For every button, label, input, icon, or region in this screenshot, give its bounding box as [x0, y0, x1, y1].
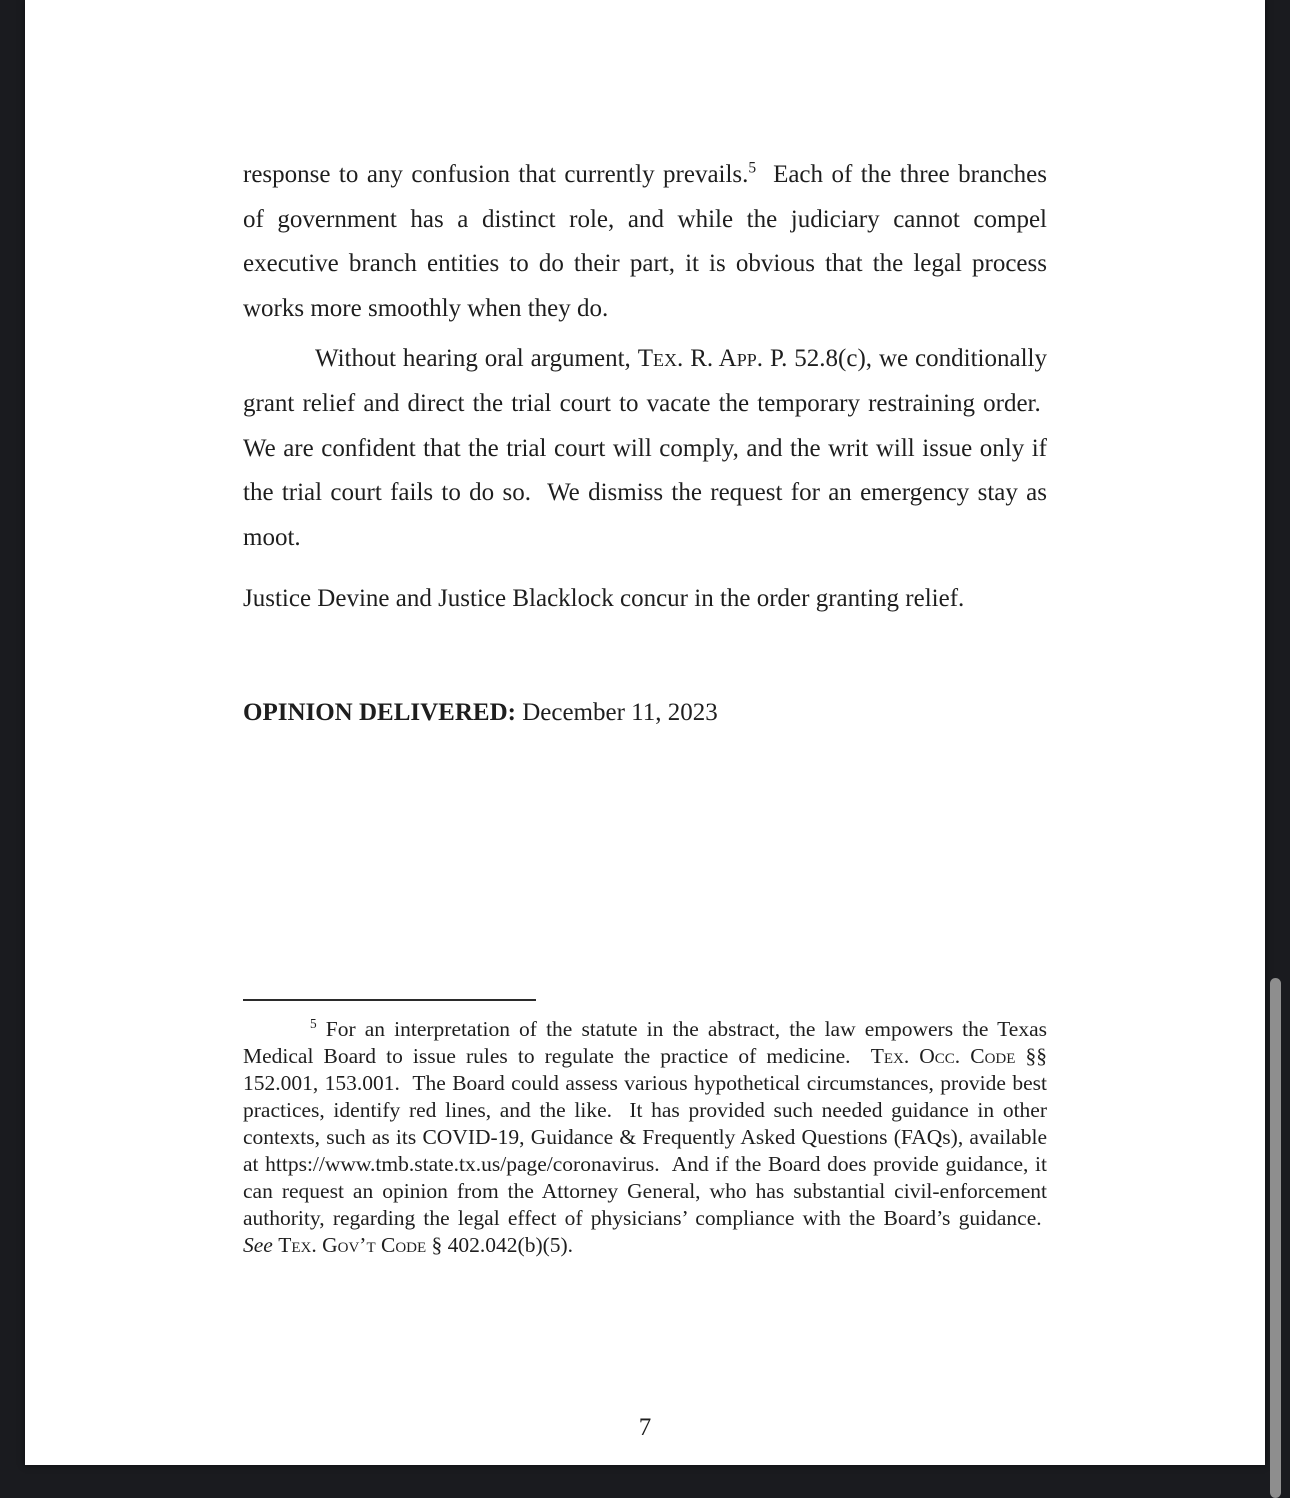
- opinion-delivered-line: OPINION DELIVERED: December 11, 2023: [243, 698, 718, 726]
- body-paragraph-2: Without hearing oral argument, Tex. R. App. P. 52.8(c), we conditionally grant relief and direct the trial court to vacate the temporary restraining order. We are confident that the trial court will comply, and the writ will issue only if the trial court fails to do so. We dismiss the request for an emergency stay as moot.: [243, 345, 1047, 551]
- footnote-separator: [243, 999, 536, 1001]
- scrollbar-thumb[interactable]: [1270, 978, 1281, 1498]
- concurrence-line: Justice Devine and Justice Blacklock concur in the order granting relief.: [243, 585, 965, 613]
- footnote-5: $^5$ For an interpretation of the statute in the abstract, the law empowers the Texas Medical Board to issue rules to regulate the practice of medicine. Tex. Occ. Code §§ 152.001, 153.001. The Board could assess various hypothetical circumstances, provide best practices, identify red lines, and the like. It has provided such needed guidance in other contexts, such as its COVID-19, Guidance & Frequently Asked Questions (FAQs), available at https://www.tmb.state.tx.us/page/coronavirus. And if the Board does provide guidance, it can request an opinion from the Attorney General, who has substantial civil-enforcement authority, regarding the legal effect of physicians’ compliance with the Board’s guidance. See Tex. Gov’t Code § 402.042(b)(5).: [243, 1015, 1047, 1257]
- body-paragraph-1: response to any confusion that currently prevails.$^5$ Each of the three branches of government has a distinct role, and while the judiciary cannot compel executive branch entities to do their part, it is obvious that the legal process works more smoothly when they do.: [243, 159, 1047, 322]
- scrollbar-track[interactable]: [1265, 0, 1290, 1465]
- document-page: [25, 0, 1265, 1465]
- document-content: [243, 0, 1047, 1259]
- page-number: 7: [638, 1414, 652, 1441]
